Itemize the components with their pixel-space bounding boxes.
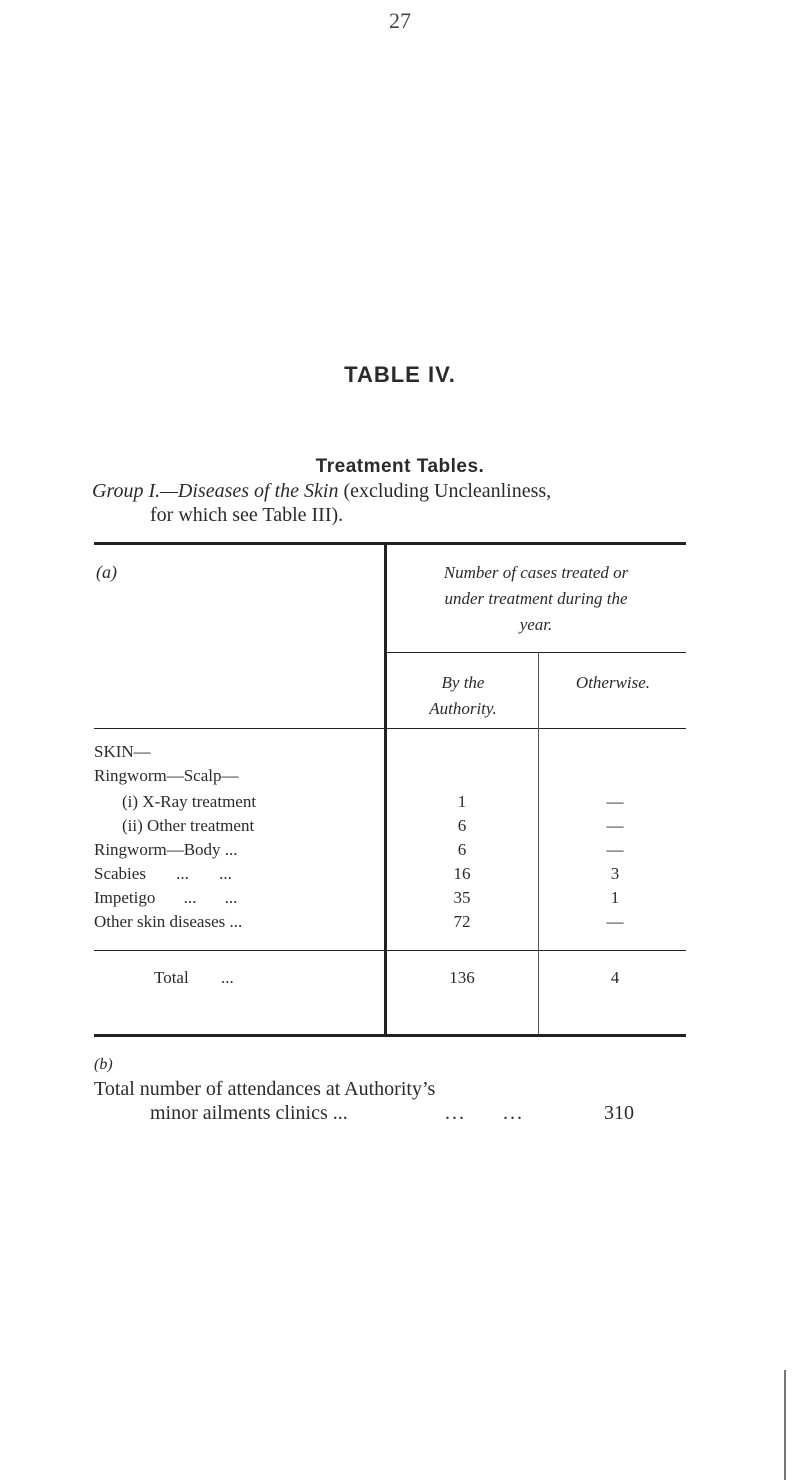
row-otherwise-value: —	[606, 792, 624, 811]
section-b-line2: minor ailments clinics ...	[150, 1102, 348, 1124]
header-main	[388, 560, 684, 638]
total-otherwise-value: 4	[610, 968, 620, 987]
header-divider-rule	[386, 652, 686, 653]
row-label: Other skin diseases ...	[94, 912, 243, 931]
row-otherwise-value: —	[606, 816, 624, 835]
row-otherwise-value: 3	[610, 864, 620, 883]
total-label: Total ...	[154, 968, 234, 987]
header-main-line3: year.	[519, 615, 553, 634]
group-description	[92, 480, 551, 503]
section-b-value: 310	[604, 1102, 634, 1124]
row-otherwise-value: —	[606, 912, 624, 931]
page-edge-rule	[784, 1370, 786, 1480]
column-divider-otherwise	[538, 652, 539, 1034]
header-main-line1: Number of cases treated or	[443, 563, 629, 582]
row-authority-value: 6	[457, 816, 467, 835]
section-b-marker: (b)	[94, 1056, 113, 1073]
header-authority-line2: Authority.	[429, 699, 497, 718]
row-authority-value: 35	[453, 888, 471, 907]
section-a-marker: (a)	[96, 562, 117, 582]
total-authority-value: 136	[449, 968, 475, 987]
group-label: Group I.—Diseases of the Skin	[92, 480, 339, 502]
section-b-leader-dots: ... ...	[445, 1102, 524, 1124]
row-otherwise-value: —	[606, 840, 624, 859]
header-main-line2: under treatment during the	[444, 589, 628, 608]
row-label: Ringworm—Body ...	[94, 840, 238, 859]
table-title: TABLE IV.	[344, 362, 456, 387]
row-authority-value: 16	[453, 864, 471, 883]
section-b-line1: Total number of attendances at Authority’s	[94, 1078, 436, 1100]
row-label: Impetigo ... ...	[94, 888, 238, 907]
header-authority	[388, 670, 538, 722]
row-label: (i) X-Ray treatment	[122, 792, 257, 811]
table-bottom-rule	[94, 1034, 686, 1037]
subcategory-ringworm-scalp: Ringworm—Scalp—	[94, 766, 239, 785]
row-authority-value: 1	[457, 792, 467, 811]
row-authority-value: 6	[457, 840, 467, 859]
row-label: Scabies ... ...	[94, 864, 232, 883]
header-bottom-rule	[94, 728, 686, 729]
group-note-line2: for which see Table III).	[150, 504, 344, 526]
category-skin: SKIN—	[94, 742, 151, 761]
column-divider-main	[384, 542, 387, 1036]
row-label: (ii) Other treatment	[122, 816, 255, 835]
row-otherwise-value: 1	[610, 888, 620, 907]
table-subtitle: Treatment Tables.	[315, 456, 485, 477]
group-note-line1: (excluding Uncleanliness,	[343, 480, 552, 502]
table-top-rule	[94, 542, 686, 545]
header-authority-line1: By the	[441, 673, 485, 692]
page-number: 27	[389, 8, 411, 33]
row-authority-value: 72	[453, 912, 471, 931]
header-otherwise: Otherwise.	[575, 673, 651, 692]
total-top-rule	[94, 950, 686, 951]
